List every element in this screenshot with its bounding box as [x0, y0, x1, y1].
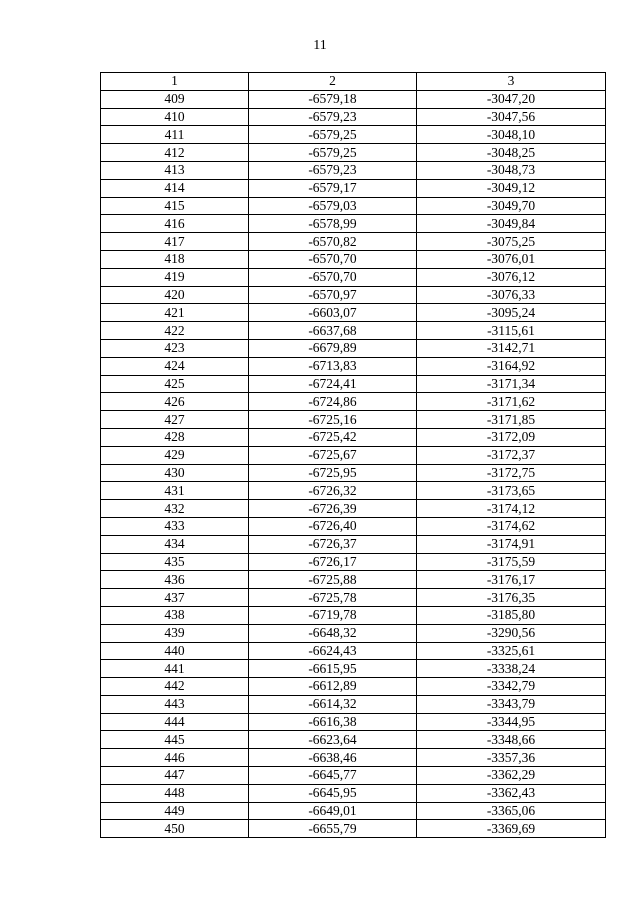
y-coordinate-cell: -3344,95: [417, 713, 606, 731]
y-coordinate-cell: -3172,37: [417, 446, 606, 464]
x-coordinate-cell: -6603,07: [249, 304, 417, 322]
y-coordinate-cell: -3343,79: [417, 695, 606, 713]
y-coordinate-cell: -3185,80: [417, 606, 606, 624]
x-coordinate-cell: -6725,16: [249, 411, 417, 429]
table-row: [101, 695, 606, 713]
y-coordinate-cell: -3174,62: [417, 517, 606, 535]
column-header-1: 1: [101, 73, 249, 91]
x-coordinate-cell: -6719,78: [249, 606, 417, 624]
point-number-cell: 415: [101, 197, 249, 215]
table-row: [101, 678, 606, 696]
table-row: [101, 713, 606, 731]
table-row: [101, 553, 606, 571]
point-number-cell: 413: [101, 161, 249, 179]
point-number-cell: 441: [101, 660, 249, 678]
point-number-cell: 446: [101, 749, 249, 767]
table-row: [101, 571, 606, 589]
table-row: [101, 749, 606, 767]
point-number-cell: 414: [101, 179, 249, 197]
y-coordinate-cell: -3076,33: [417, 286, 606, 304]
table-row: [101, 286, 606, 304]
table-row: [101, 820, 606, 838]
x-coordinate-cell: -6579,03: [249, 197, 417, 215]
y-coordinate-cell: -3049,84: [417, 215, 606, 233]
coordinates-table: [100, 72, 606, 838]
y-coordinate-cell: -3173,65: [417, 482, 606, 500]
y-coordinate-cell: -3342,79: [417, 678, 606, 696]
point-number-cell: 432: [101, 500, 249, 518]
point-number-cell: 423: [101, 339, 249, 357]
y-coordinate-cell: -3049,12: [417, 179, 606, 197]
x-coordinate-cell: -6579,17: [249, 179, 417, 197]
table-row: [101, 304, 606, 322]
x-coordinate-cell: -6724,41: [249, 375, 417, 393]
x-coordinate-cell: -6570,82: [249, 233, 417, 251]
table-row: [101, 108, 606, 126]
y-coordinate-cell: -3075,25: [417, 233, 606, 251]
table-row: [101, 767, 606, 785]
table-row: [101, 589, 606, 607]
table-row: [101, 535, 606, 553]
y-coordinate-cell: -3048,73: [417, 161, 606, 179]
x-coordinate-cell: -6725,88: [249, 571, 417, 589]
table-row: [101, 268, 606, 286]
table-row: [101, 375, 606, 393]
x-coordinate-cell: -6624,43: [249, 642, 417, 660]
x-coordinate-cell: -6612,89: [249, 678, 417, 696]
y-coordinate-cell: -3357,36: [417, 749, 606, 767]
point-number-cell: 411: [101, 126, 249, 144]
x-coordinate-cell: -6726,40: [249, 517, 417, 535]
x-coordinate-cell: -6655,79: [249, 820, 417, 838]
x-coordinate-cell: -6726,17: [249, 553, 417, 571]
x-coordinate-cell: -6579,18: [249, 90, 417, 108]
y-coordinate-cell: -3095,24: [417, 304, 606, 322]
point-number-cell: 445: [101, 731, 249, 749]
table-row: [101, 606, 606, 624]
point-number-cell: 450: [101, 820, 249, 838]
y-coordinate-cell: -3175,59: [417, 553, 606, 571]
point-number-cell: 425: [101, 375, 249, 393]
y-coordinate-cell: -3174,12: [417, 500, 606, 518]
y-coordinate-cell: -3076,12: [417, 268, 606, 286]
table-row: [101, 446, 606, 464]
y-coordinate-cell: -3174,91: [417, 535, 606, 553]
x-coordinate-cell: -6679,89: [249, 339, 417, 357]
x-coordinate-cell: -6570,70: [249, 250, 417, 268]
table-row: [101, 411, 606, 429]
y-coordinate-cell: -3325,61: [417, 642, 606, 660]
x-coordinate-cell: -6726,39: [249, 500, 417, 518]
x-coordinate-cell: -6637,68: [249, 322, 417, 340]
x-coordinate-cell: -6570,97: [249, 286, 417, 304]
x-coordinate-cell: -6724,86: [249, 393, 417, 411]
table-row: [101, 428, 606, 446]
point-number-cell: 440: [101, 642, 249, 660]
y-coordinate-cell: -3176,35: [417, 589, 606, 607]
y-coordinate-cell: -3176,17: [417, 571, 606, 589]
y-coordinate-cell: -3047,56: [417, 108, 606, 126]
table-row: [101, 144, 606, 162]
table-row: [101, 464, 606, 482]
y-coordinate-cell: -3171,34: [417, 375, 606, 393]
point-number-cell: 449: [101, 802, 249, 820]
x-coordinate-cell: -6725,67: [249, 446, 417, 464]
y-coordinate-cell: -3048,25: [417, 144, 606, 162]
y-coordinate-cell: -3365,06: [417, 802, 606, 820]
point-number-cell: 424: [101, 357, 249, 375]
y-coordinate-cell: -3338,24: [417, 660, 606, 678]
point-number-cell: 444: [101, 713, 249, 731]
table-row: [101, 482, 606, 500]
x-coordinate-cell: -6725,78: [249, 589, 417, 607]
point-number-cell: 428: [101, 428, 249, 446]
y-coordinate-cell: -3172,75: [417, 464, 606, 482]
point-number-cell: 426: [101, 393, 249, 411]
y-coordinate-cell: -3290,56: [417, 624, 606, 642]
table-row: [101, 322, 606, 340]
x-coordinate-cell: -6645,77: [249, 767, 417, 785]
point-number-cell: 416: [101, 215, 249, 233]
y-coordinate-cell: -3171,62: [417, 393, 606, 411]
y-coordinate-cell: -3348,66: [417, 731, 606, 749]
table-row: [101, 215, 606, 233]
table-row: [101, 90, 606, 108]
point-number-cell: 437: [101, 589, 249, 607]
point-number-cell: 435: [101, 553, 249, 571]
table-row: [101, 642, 606, 660]
x-coordinate-cell: -6726,32: [249, 482, 417, 500]
point-number-cell: 412: [101, 144, 249, 162]
page-number: 11: [313, 38, 327, 53]
x-coordinate-cell: -6713,83: [249, 357, 417, 375]
x-coordinate-cell: -6726,37: [249, 535, 417, 553]
table-row: [101, 250, 606, 268]
point-number-cell: 420: [101, 286, 249, 304]
y-coordinate-cell: -3171,85: [417, 411, 606, 429]
table-body: [101, 90, 606, 837]
x-coordinate-cell: -6725,95: [249, 464, 417, 482]
table-row: [101, 179, 606, 197]
y-coordinate-cell: -3049,70: [417, 197, 606, 215]
point-number-cell: 447: [101, 767, 249, 785]
point-number-cell: 417: [101, 233, 249, 251]
table-row: [101, 161, 606, 179]
x-coordinate-cell: -6623,64: [249, 731, 417, 749]
y-coordinate-cell: -3115,61: [417, 322, 606, 340]
point-number-cell: 431: [101, 482, 249, 500]
y-coordinate-cell: -3164,92: [417, 357, 606, 375]
table-row: [101, 126, 606, 144]
table-row: [101, 660, 606, 678]
table-row: [101, 357, 606, 375]
x-coordinate-cell: -6645,95: [249, 784, 417, 802]
y-coordinate-cell: -3047,20: [417, 90, 606, 108]
x-coordinate-cell: -6579,25: [249, 144, 417, 162]
table-row: [101, 624, 606, 642]
point-number-cell: 439: [101, 624, 249, 642]
table-row: [101, 233, 606, 251]
x-coordinate-cell: -6578,99: [249, 215, 417, 233]
point-number-cell: 427: [101, 411, 249, 429]
point-number-cell: 433: [101, 517, 249, 535]
y-coordinate-cell: -3362,43: [417, 784, 606, 802]
table-row: [101, 197, 606, 215]
table-header-row: [101, 73, 606, 91]
point-number-cell: 448: [101, 784, 249, 802]
point-number-cell: 443: [101, 695, 249, 713]
y-coordinate-cell: -3142,71: [417, 339, 606, 357]
point-number-cell: 419: [101, 268, 249, 286]
x-coordinate-cell: -6648,32: [249, 624, 417, 642]
x-coordinate-cell: -6616,38: [249, 713, 417, 731]
y-coordinate-cell: -3076,01: [417, 250, 606, 268]
table-row: [101, 339, 606, 357]
table-row: [101, 517, 606, 535]
table-row: [101, 802, 606, 820]
point-number-cell: 410: [101, 108, 249, 126]
y-coordinate-cell: -3362,29: [417, 767, 606, 785]
x-coordinate-cell: -6615,95: [249, 660, 417, 678]
point-number-cell: 421: [101, 304, 249, 322]
x-coordinate-cell: -6725,42: [249, 428, 417, 446]
x-coordinate-cell: -6579,23: [249, 108, 417, 126]
table-row: [101, 500, 606, 518]
point-number-cell: 434: [101, 535, 249, 553]
point-number-cell: 418: [101, 250, 249, 268]
x-coordinate-cell: -6649,01: [249, 802, 417, 820]
x-coordinate-cell: -6638,46: [249, 749, 417, 767]
point-number-cell: 436: [101, 571, 249, 589]
table-row: [101, 731, 606, 749]
column-header-2: 2: [249, 73, 417, 91]
point-number-cell: 430: [101, 464, 249, 482]
point-number-cell: 438: [101, 606, 249, 624]
table-row: [101, 393, 606, 411]
x-coordinate-cell: -6579,23: [249, 161, 417, 179]
x-coordinate-cell: -6614,32: [249, 695, 417, 713]
y-coordinate-cell: -3172,09: [417, 428, 606, 446]
y-coordinate-cell: -3048,10: [417, 126, 606, 144]
table-row: [101, 784, 606, 802]
point-number-cell: 442: [101, 678, 249, 696]
point-number-cell: 429: [101, 446, 249, 464]
point-number-cell: 422: [101, 322, 249, 340]
point-number-cell: 409: [101, 90, 249, 108]
x-coordinate-cell: -6570,70: [249, 268, 417, 286]
column-header-3: 3: [417, 73, 606, 91]
x-coordinate-cell: -6579,25: [249, 126, 417, 144]
y-coordinate-cell: -3369,69: [417, 820, 606, 838]
